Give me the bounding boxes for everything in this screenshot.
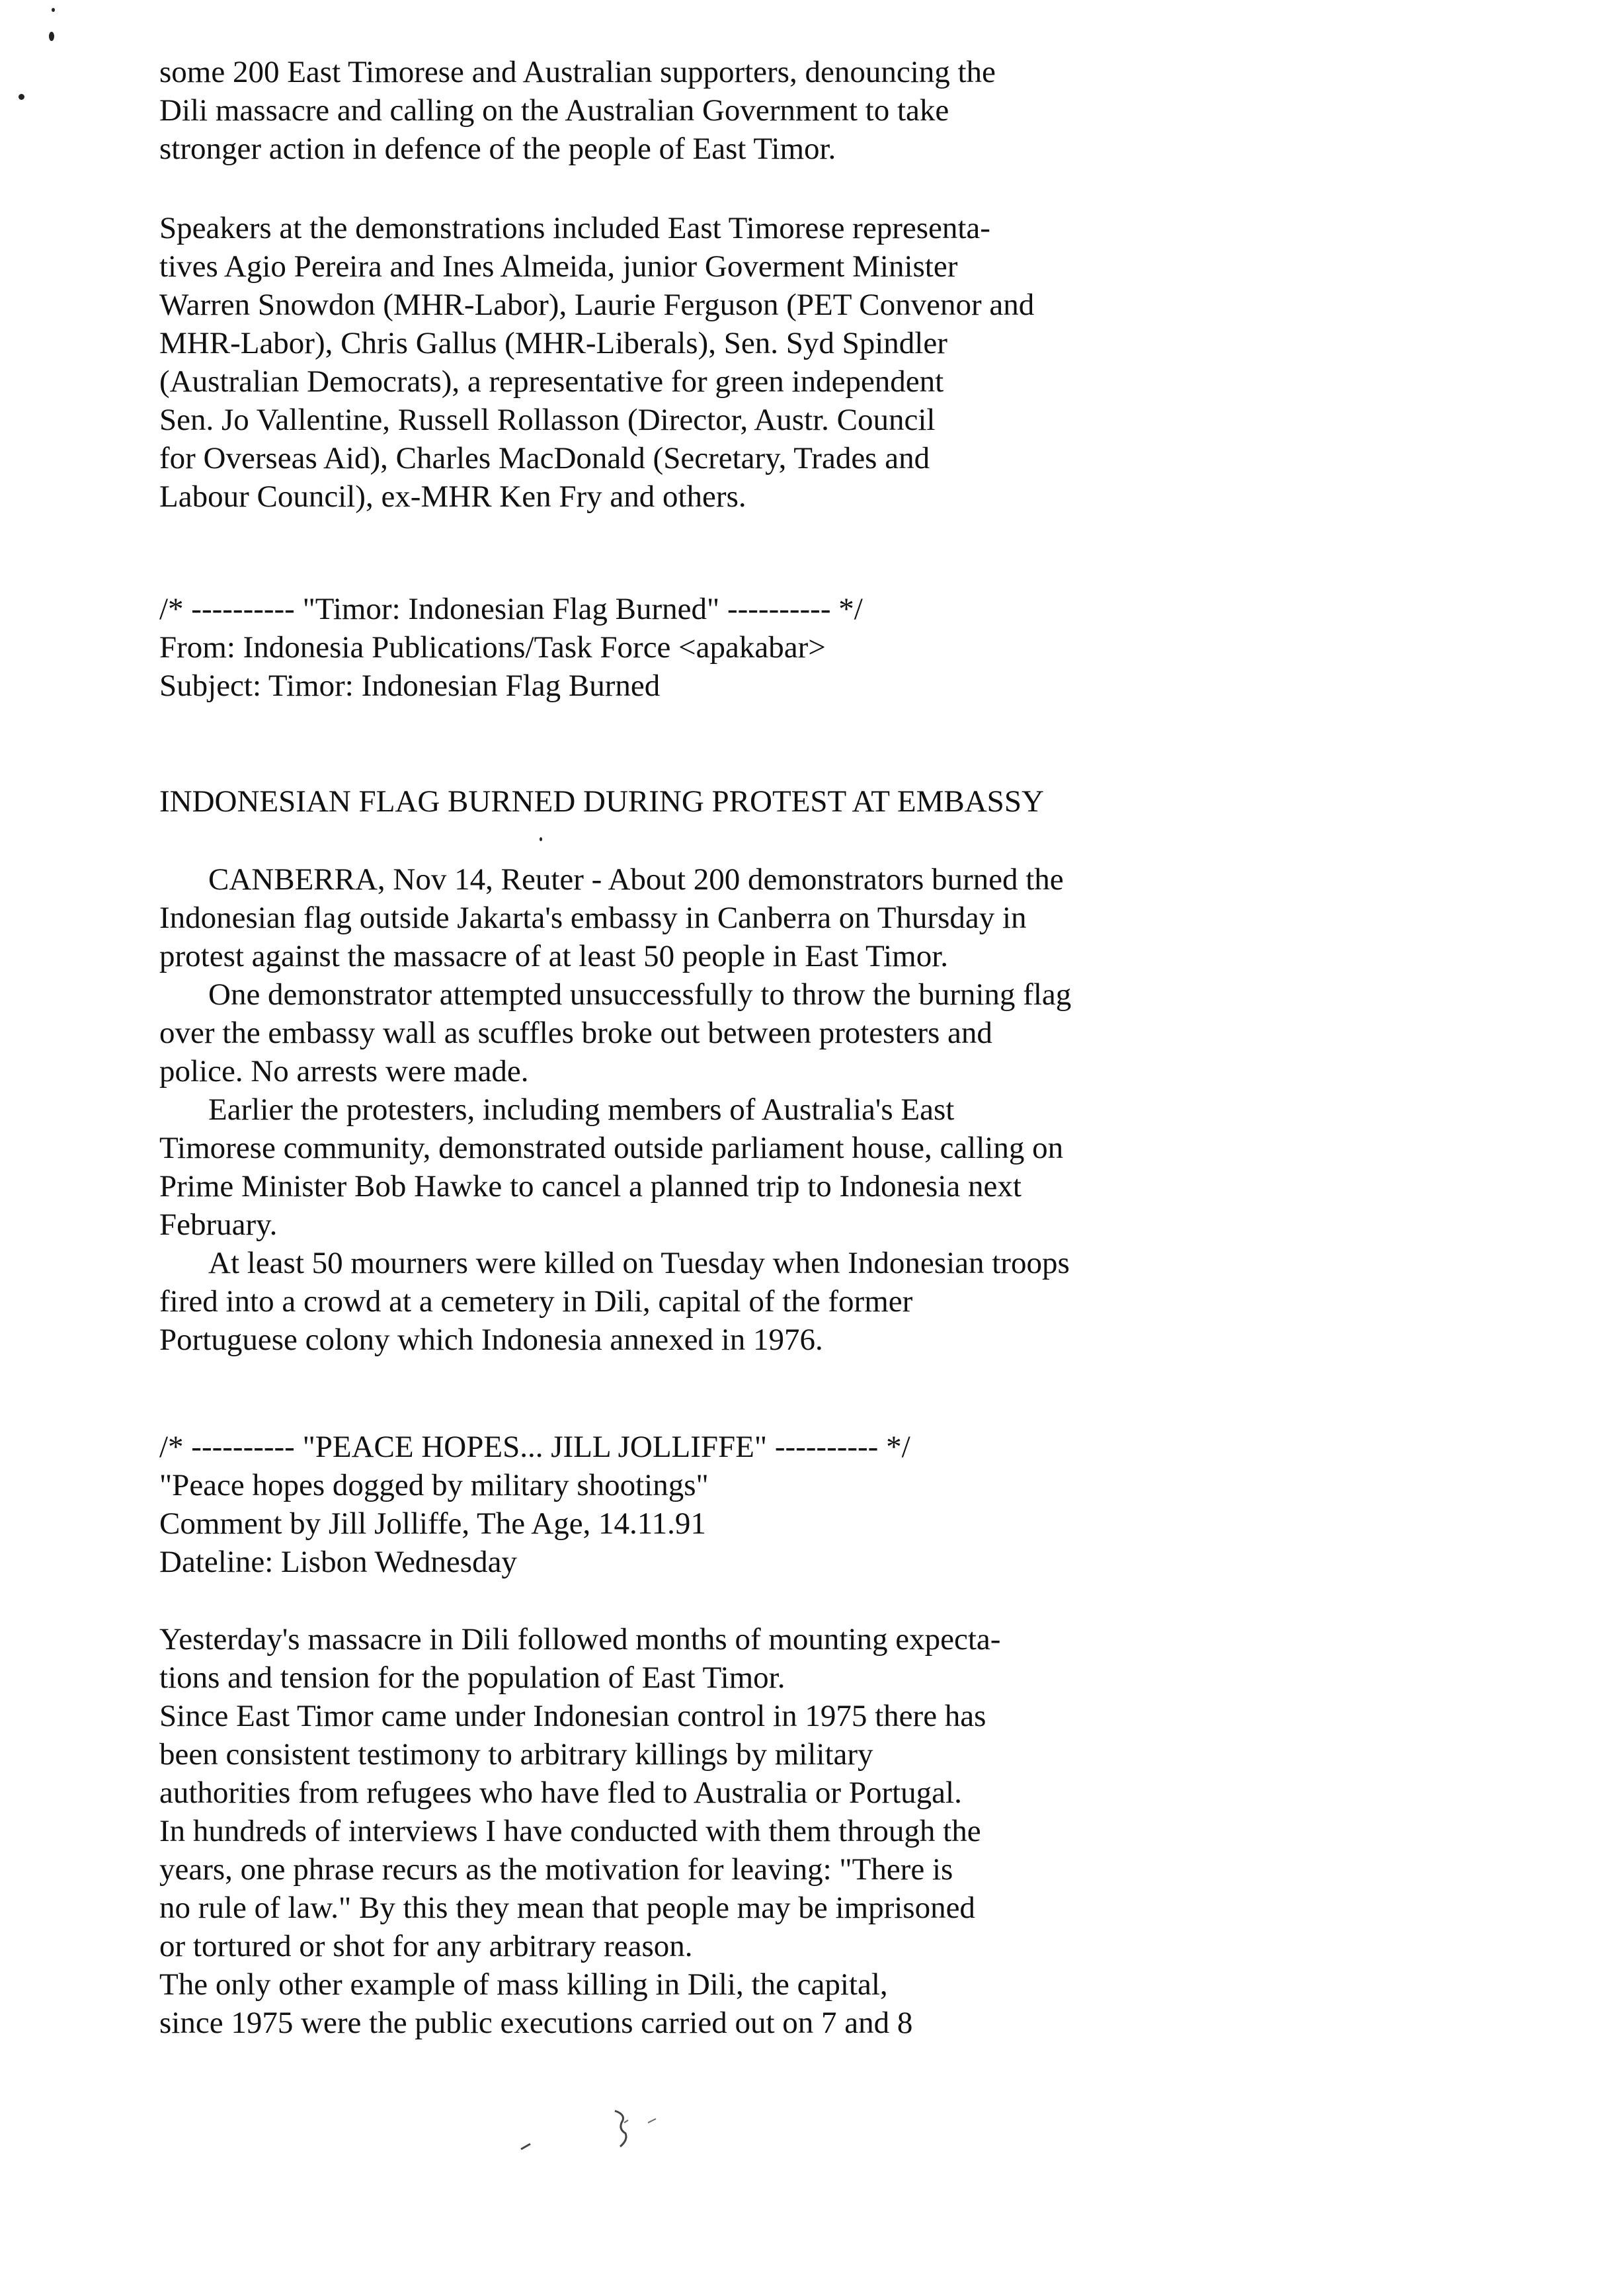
text-line: The only other example of mass killing in Dili, the capital, <box>159 1967 888 2002</box>
message-separator: /* ---------- "Timor: Indonesian Flag Burned" ---------- */ <box>159 592 863 626</box>
scan-speck <box>49 32 54 41</box>
text-line: Indonesian flag outside Jakarta's embassy in Canberra on Thursday in <box>159 901 1027 935</box>
text-line: (Australian Democrats), a representative for green independent <box>159 364 944 399</box>
reuter-article <box>159 860 1455 1359</box>
scan-speck <box>19 94 24 100</box>
text-line: fired into a crowd at a cemetery in Dili, capital of the former <box>159 1284 913 1319</box>
text-line: Since East Timor came under Indonesian control in 1975 there has <box>159 1699 986 1733</box>
text-line: Dili massacre and calling on the Australian Government to take <box>159 93 949 128</box>
text-line: Timorese community, demonstrated outside parliament house, calling on <box>159 1131 1064 1165</box>
text-line: Yesterday's massacre in Dili followed months of mounting expecta- <box>159 1622 1001 1657</box>
intro-paragraph <box>159 53 1455 168</box>
message-header-flag-burned <box>159 590 1455 705</box>
text-line: police. No arrests were made. <box>159 1054 529 1088</box>
text-line: Speakers at the demonstrations included East Timorese representa- <box>159 211 990 245</box>
message-header-peace-hopes <box>159 1428 1455 1581</box>
comment-byline: Comment by Jill Jolliffe, The Age, 14.11.91 <box>159 1506 706 1541</box>
text-line: authorities from refugees who have fled to Australia or Portugal. <box>159 1776 962 1810</box>
comment-title: "Peace hopes dogged by military shootings" <box>159 1468 709 1502</box>
text-line: protest against the massacre of at least 50 people in East Timor. <box>159 939 949 973</box>
text-line: some 200 East Timorese and Australian supporters, denouncing the <box>159 55 996 89</box>
message-separator: /* ---------- "PEACE HOPES... JILL JOLLIFFE" ---------- */ <box>159 1430 910 1464</box>
speakers-paragraph <box>159 209 1455 516</box>
text-line: Labour Council), ex-MHR Ken Fry and others. <box>159 479 746 514</box>
comment-dateline: Dateline: Lisbon Wednesday <box>159 1545 517 1579</box>
text-line: Portuguese colony which Indonesia annexed in 1976. <box>159 1323 823 1357</box>
text-line: years, one phrase recurs as the motivation for leaving: "There is <box>159 1852 953 1887</box>
text-line: tions and tension for the population of East Timor. <box>159 1660 785 1695</box>
text-line: Sen. Jo Vallentine, Russell Rollasson (Director, Austr. Council <box>159 403 936 437</box>
comment-body <box>159 1620 1455 2042</box>
text-line: Prime Minister Bob Hawke to cancel a planned trip to Indonesia next <box>159 1169 1022 1204</box>
article-headline <box>159 782 1455 821</box>
text-line: since 1975 were the public executions carried out on 7 and 8 <box>159 2006 913 2040</box>
text-line: or tortured or shot for any arbitrary reason. <box>159 1929 693 1963</box>
text-line: One demonstrator attempted unsuccessfully to throw the burning flag <box>208 977 1072 1012</box>
text-line: CANBERRA, Nov 14, Reuter - About 200 demonstrators burned the <box>208 862 1064 897</box>
text-line: stronger action in defence of the people of East Timor. <box>159 132 836 166</box>
text-line: for Overseas Aid), Charles MacDonald (Secretary, Trades and <box>159 441 930 475</box>
scan-speck <box>540 837 542 841</box>
text-line: Earlier the protesters, including members of Australia's East <box>208 1092 955 1127</box>
text-line: been consistent testimony to arbitrary killings by military <box>159 1737 873 1772</box>
text-line: In hundreds of interviews I have conducted with them through the <box>159 1814 981 1848</box>
scan-scribble <box>516 2103 688 2156</box>
text-line: At least 50 mourners were killed on Tuesday when Indonesian troops <box>208 1246 1070 1280</box>
text-line: February. <box>159 1208 278 1242</box>
scan-speck <box>52 8 55 12</box>
message-from: From: Indonesia Publications/Task Force <apakabar> <box>159 630 826 665</box>
text-line: over the embassy wall as scuffles broke out between protesters and <box>159 1016 992 1050</box>
message-subject: Subject: Timor: Indonesian Flag Burned <box>159 669 661 703</box>
text-line: MHR-Labor), Chris Gallus (MHR-Liberals), Sen. Syd Spindler <box>159 326 947 360</box>
text-line: Warren Snowdon (MHR-Labor), Laurie Ferguson (PET Convenor and <box>159 288 1035 322</box>
headline-text: INDONESIAN FLAG BURNED DURING PROTEST AT EMBASSY <box>159 784 1044 819</box>
text-line: tives Agio Pereira and Ines Almeida, junior Goverment Minister <box>159 249 958 284</box>
text-line: no rule of law." By this they mean that people may be imprisoned <box>159 1891 975 1925</box>
